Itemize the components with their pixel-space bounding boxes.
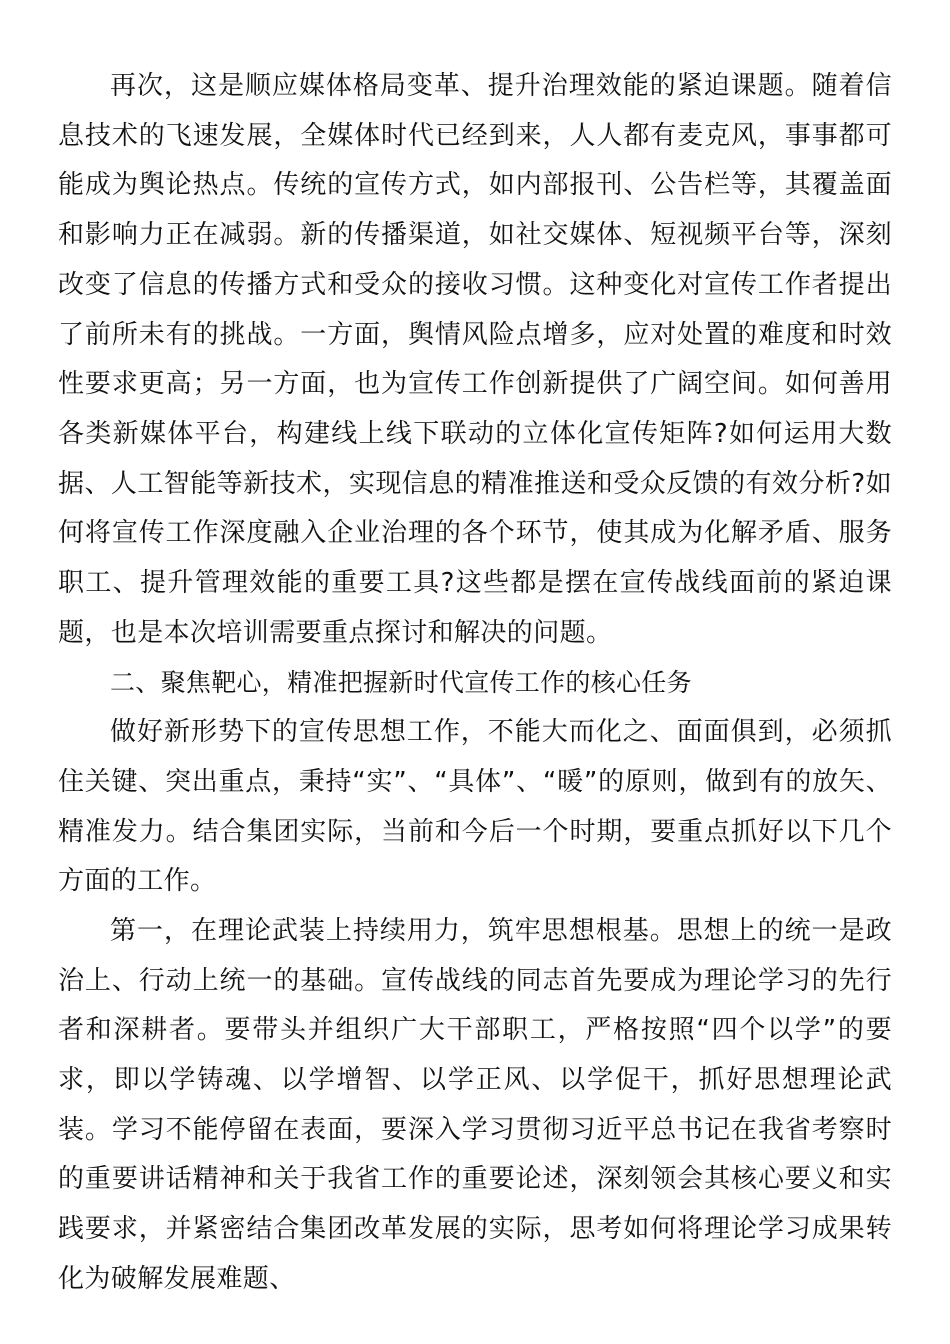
paragraph-media-landscape: 再次，这是顺应媒体格局变革、提升治理效能的紧迫课题。随着信息技术的飞速发展，全媒体时代已经到来，人人都有麦克风，事事都可能成为舆论热点。传统的宣传方式，如内部报刊、公告栏等，其覆盖面和影响力正在减弱。新的传播渠道，如社交媒体、短视频平台等，深刻改变了信息的传播方式和受众的接收习惯。这种变化对宣传工作者提出了前所未有的挑战。一方面，舆情风险点增多，应对处置的难度和时效性要求更高；另一方面，也为宣传工作创新提供了广阔空间。如何善用各类新媒体平台，构建线上线下联动的立体化宣传矩阵?如何运用大数据、人工智能等新技术，实现信息的精准推送和受众反馈的有效分析?如何将宣传工作深度融入企业治理的各个环节，使其成为化解矛盾、服务职工、提升管理效能的重要工具?这些都是摆在宣传战线面前的紧迫课题，也是本次培训需要重点探讨和解决的问题。 xyxy=(58,71,892,648)
section-heading-core-tasks: 二、聚焦靶心，精准把握新时代宣传工作的核心任务 xyxy=(110,668,692,698)
paragraph-theory-armament: 第一，在理论武装上持续用力，筑牢思想根基。思想上的统一是政治上、行动上统一的基础。宣传战线的同志首先要成为理论学习的先行者和深耕者。要带头并组织广大干部职工，严格按照“四个以学”的要求，即以学铸魂、以学增智、以学正风、以学促干，抓好思想理论武装。学习不能停留在表面，要深入学习贯彻习近平总书记在我省考察时的重要讲话精神和关于我省工作的重要论述，深刻领会其核心要义和实践要求，并紧密结合集团改革发展的实际，思考如何将理论学习成果转化为破解发展难题、 xyxy=(58,915,892,1294)
paragraph-focus-principles: 做好新形势下的宣传思想工作，不能大而化之、面面俱到，必须抓住关键、突出重点，秉持“实”、“具体”、“暖”的原则，做到有的放矢、精准发力。结合集团实际，当前和今后一个时期，要重点抓好以下几个方面的工作。 xyxy=(58,717,892,897)
document-page xyxy=(58,62,892,1305)
